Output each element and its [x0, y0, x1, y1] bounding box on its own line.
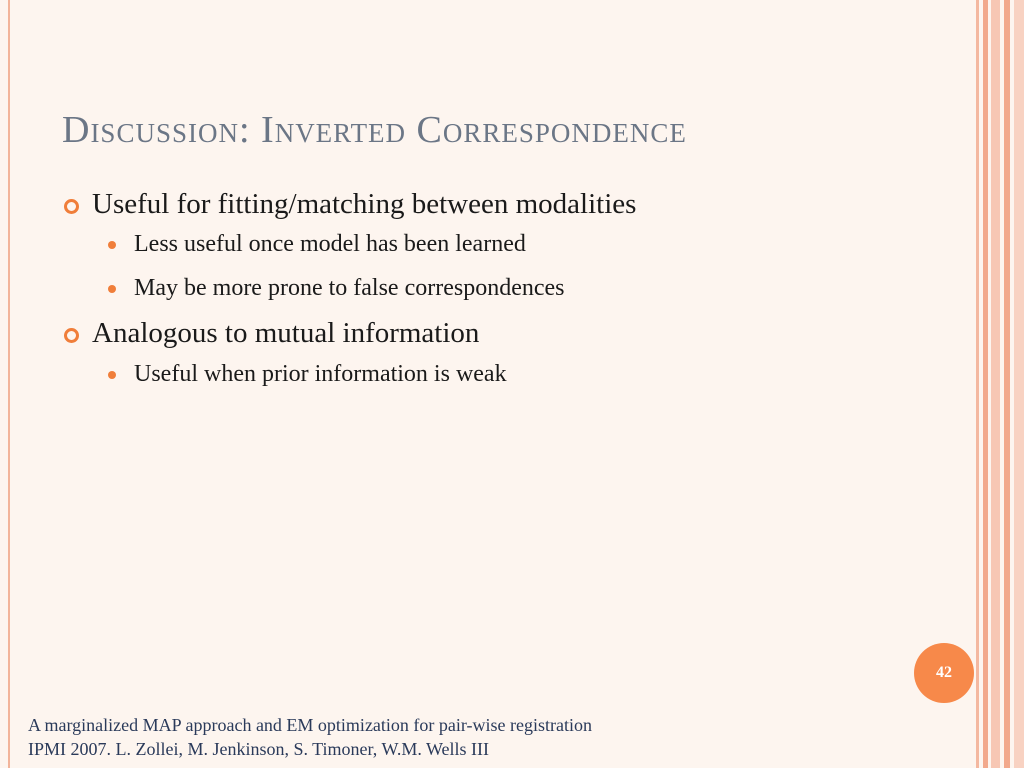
stripe	[976, 0, 979, 768]
slide-title: Discussion: Inverted Correspondence	[62, 109, 687, 151]
citation-line-2: IPMI 2007. L. Zollei, M. Jenkinson, S. Timoner, W.M. Wells III	[28, 738, 490, 759]
dot-bullet-icon	[108, 285, 116, 293]
citation-footer	[28, 714, 592, 762]
bullet-item	[62, 186, 942, 222]
ring-bullet-icon	[64, 328, 79, 343]
bullet-group-2	[62, 315, 942, 391]
sub-bullet-item	[62, 272, 942, 306]
stripe	[983, 0, 988, 768]
ring-bullet-icon	[64, 199, 79, 214]
bullet-text: Analogous to mutual information	[92, 317, 480, 350]
dot-bullet-icon	[108, 371, 116, 379]
sub-bullet-text: Less useful once model has been learned	[134, 231, 526, 258]
stripe	[1004, 0, 1010, 768]
bullet-group-1	[62, 186, 942, 305]
sub-bullet-text: Useful when prior information is weak	[134, 360, 507, 387]
sub-bullet-text: May be more prone to false correspondences	[134, 274, 565, 301]
sub-bullet-item	[62, 358, 942, 392]
left-border-line	[8, 0, 10, 768]
bullet-text: Useful for fitting/matching between modalities	[92, 188, 637, 220]
stripe	[991, 0, 1000, 768]
citation-line-1: A marginalized MAP approach and EM optimization for pair-wise registration	[28, 715, 592, 735]
dot-bullet-icon	[108, 241, 116, 249]
sub-bullet-item	[62, 228, 942, 262]
page-number-badge: 42	[914, 643, 974, 703]
stripe	[1014, 0, 1024, 768]
right-decorative-stripes	[974, 0, 1024, 768]
bullet-item	[62, 315, 942, 351]
bullet-list	[62, 186, 942, 401]
